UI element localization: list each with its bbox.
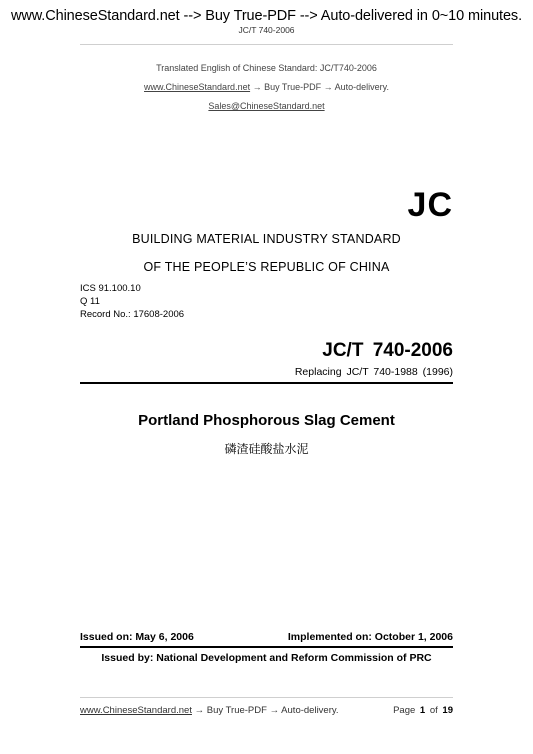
page-label: Page [393,705,416,716]
standard-code-large: JC [407,186,453,224]
top-banner: www.ChineseStandard.net --> Buy True-PDF --> Auto-delivered in 0~10 minutes. [10,8,523,24]
site-link[interactable]: www.ChineseStandard.net [144,82,251,92]
title-english: Portland Phosphorous Slag Cement [138,412,395,429]
page-total: 19 [442,705,453,716]
email-link[interactable]: Sales@ChineseStandard.net [208,101,325,111]
footer-site-link[interactable]: www.ChineseStandard.net [80,705,192,716]
issued-by: Issued by: National Development and Reform Commission of PRC [101,652,432,664]
of-label: of [429,705,438,716]
email-line [0,101,533,111]
issued-on: Issued on: May 6, 2006 [80,631,194,643]
footer-purchase-text: → Buy True-PDF → Auto-delivery. [191,705,339,716]
translation-note: Translated English of Chinese Standard: JC/T740-2006 [156,63,377,73]
header-rule [80,44,453,45]
ics-code: ICS 91.100.10 [80,283,141,294]
purchase-line [0,82,533,92]
footer-purchase-line [80,705,339,716]
header-code: JC/T 740-2006 [238,25,295,35]
record-number: Record No.: 17608-2006 [80,309,185,320]
q-code: Q 11 [80,296,100,307]
page-number: 1 [419,705,426,716]
standard-line-2: OF THE PEOPLE’S REPUBLIC OF CHINA [143,260,390,274]
replacing-note: Replacing JC/T 740-1988 (1996) [294,366,453,378]
standard-line-1: BUILDING MATERIAL INDUSTRY STANDARD [132,232,401,246]
purchase-text: → Buy True-PDF → Auto-delivery. [250,82,389,92]
title-rule [80,382,453,384]
standard-number: JC/T 740-2006 [322,340,453,361]
issue-rule [80,646,453,648]
footer-rule [80,697,453,698]
page-indicator [393,705,453,716]
title-chinese: 磷渣硅酸盐水泥 [224,442,309,456]
implemented-on: Implemented on: October 1, 2006 [287,631,453,643]
